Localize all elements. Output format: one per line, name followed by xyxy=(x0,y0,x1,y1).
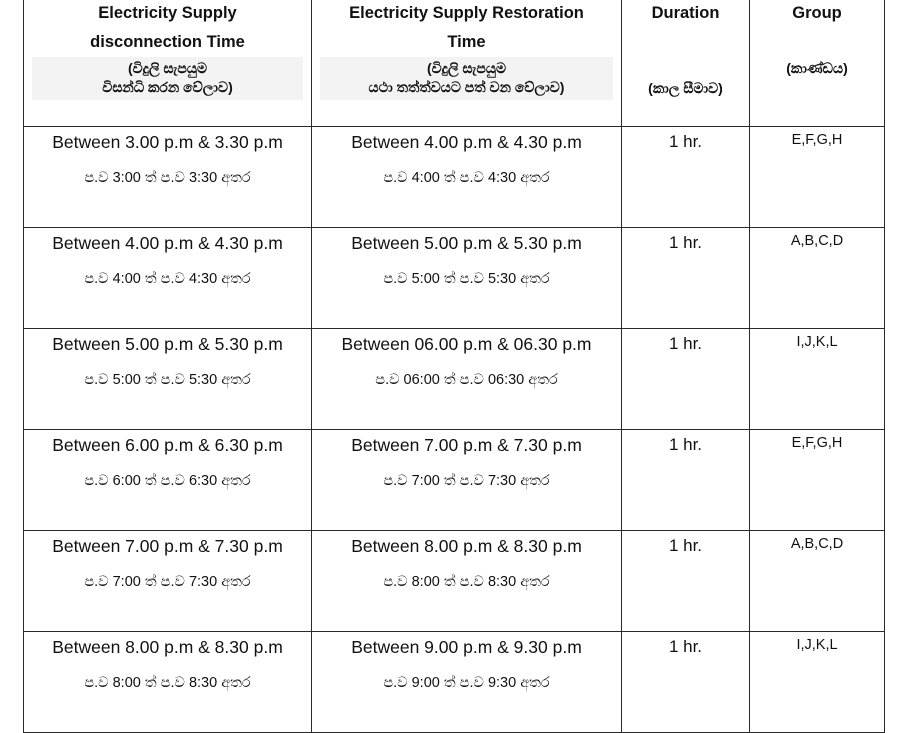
duration-value: 1 hr. xyxy=(668,536,703,555)
table-body xyxy=(24,127,885,733)
disconnection-time-si: ප.ව 5:00 ත් ප.ව 5:30 අතර xyxy=(84,372,251,388)
disconnection-time-en: Between 4.00 p.m & 4.30 p.m xyxy=(52,233,283,253)
duration-cell xyxy=(622,329,750,430)
header-disconnection-si-line1: (විදුලි සැපයුම xyxy=(127,60,208,76)
restoration-time-si: ප.ව 5:00 ත් ප.ව 5:30 අතර xyxy=(383,271,550,287)
group-value: E,F,G,H xyxy=(791,132,843,148)
disconnection-time-si: ප.ව 7:00 ත් ප.ව 7:30 අතර xyxy=(84,574,251,590)
group-cell xyxy=(750,632,885,733)
disconnection-time-si: ප.ව 8:00 ත් ප.ව 8:30 අතර xyxy=(84,675,251,691)
disconnection-time-si: ප.ව 4:00 ත් ප.ව 4:30 අතර xyxy=(84,271,251,287)
table-row xyxy=(24,228,885,329)
group-cell xyxy=(750,531,885,632)
disconnection-cell xyxy=(24,127,312,228)
restoration-time-en: Between 7.00 p.m & 7.30 p.m xyxy=(351,435,582,455)
header-disconnection-si xyxy=(32,57,303,100)
header-group-si: (කාණ්ඩය) xyxy=(786,60,848,76)
duration-cell xyxy=(622,531,750,632)
restoration-cell xyxy=(312,127,622,228)
header-duration-si: (කාල සීමාව) xyxy=(648,80,723,96)
header-restoration-si-line2: යථා තත්ත්වයට පත් වන වේලාව) xyxy=(368,79,565,95)
table-header xyxy=(24,0,885,127)
disconnection-cell xyxy=(24,430,312,531)
duration-cell xyxy=(622,632,750,733)
group-value: A,B,C,D xyxy=(790,233,844,249)
restoration-cell xyxy=(312,228,622,329)
header-restoration-en-line1: Electricity Supply Restoration xyxy=(349,4,584,22)
duration-value: 1 hr. xyxy=(668,435,703,454)
header-group xyxy=(750,0,885,127)
group-cell xyxy=(750,127,885,228)
group-cell xyxy=(750,228,885,329)
duration-cell xyxy=(622,228,750,329)
duration-value: 1 hr. xyxy=(668,637,703,656)
restoration-cell xyxy=(312,329,622,430)
restoration-time-si: ප.ව 7:00 ත් ප.ව 7:30 අතර xyxy=(383,473,550,489)
table-row xyxy=(24,430,885,531)
group-cell xyxy=(750,430,885,531)
group-value: I,J,K,L xyxy=(796,334,838,350)
header-disconnection-en-line2: disconnection Time xyxy=(90,33,245,51)
group-value: A,B,C,D xyxy=(790,536,844,552)
header-duration xyxy=(622,0,750,127)
duration-cell xyxy=(622,127,750,228)
restoration-time-en: Between 8.00 p.m & 8.30 p.m xyxy=(351,536,582,556)
restoration-time-si: ප.ව 8:00 ත් ප.ව 8:30 අතර xyxy=(383,574,550,590)
duration-cell xyxy=(622,430,750,531)
restoration-cell xyxy=(312,632,622,733)
header-restoration-en-line2: Time xyxy=(447,33,486,51)
group-value: E,F,G,H xyxy=(791,435,843,451)
disconnection-cell xyxy=(24,228,312,329)
disconnection-cell xyxy=(24,632,312,733)
restoration-time-en: Between 9.00 p.m & 9.30 p.m xyxy=(351,637,582,657)
restoration-cell xyxy=(312,531,622,632)
power-cut-schedule-table xyxy=(23,0,885,733)
group-value: I,J,K,L xyxy=(796,637,838,653)
disconnection-cell xyxy=(24,531,312,632)
group-cell xyxy=(750,329,885,430)
header-disconnection-time xyxy=(24,0,312,127)
disconnection-time-en: Between 6.00 p.m & 6.30 p.m xyxy=(52,435,283,455)
disconnection-time-en: Between 8.00 p.m & 8.30 p.m xyxy=(52,637,283,657)
restoration-time-en: Between 4.00 p.m & 4.30 p.m xyxy=(351,132,582,152)
restoration-time-en: Between 06.00 p.m & 06.30 p.m xyxy=(341,334,592,354)
header-group-en: Group xyxy=(792,4,842,22)
restoration-time-si: ප.ව 4:00 ත් ප.ව 4:30 අතර xyxy=(383,170,550,186)
table-row xyxy=(24,531,885,632)
disconnection-time-en: Between 7.00 p.m & 7.30 p.m xyxy=(52,536,283,556)
duration-value: 1 hr. xyxy=(668,233,703,252)
restoration-time-en: Between 5.00 p.m & 5.30 p.m xyxy=(351,233,582,253)
table-row xyxy=(24,632,885,733)
duration-value: 1 hr. xyxy=(668,132,703,151)
disconnection-time-en: Between 5.00 p.m & 5.30 p.m xyxy=(52,334,283,354)
header-restoration-time xyxy=(312,0,622,127)
disconnection-time-si: ප.ව 3:00 ත් ප.ව 3:30 අතර xyxy=(84,170,251,186)
header-disconnection-en-line1: Electricity Supply xyxy=(98,4,237,22)
disconnection-time-si: ප.ව 6:00 ත් ප.ව 6:30 අතර xyxy=(84,473,251,489)
disconnection-cell xyxy=(24,329,312,430)
restoration-time-si: ප.ව 06:00 ත් ප.ව 06:30 අතර xyxy=(375,372,558,388)
header-duration-en: Duration xyxy=(651,4,720,22)
disconnection-time-en: Between 3.00 p.m & 3.30 p.m xyxy=(52,132,283,152)
schedule-sheet xyxy=(23,0,884,733)
header-row xyxy=(24,0,885,127)
header-restoration-si xyxy=(320,57,613,100)
header-disconnection-si-line2: විසන්ධි කරන වේලාව) xyxy=(102,79,233,95)
header-restoration-si-line1: (විදුලි සැපයුම xyxy=(426,60,507,76)
duration-value: 1 hr. xyxy=(668,334,703,353)
table-row xyxy=(24,127,885,228)
table-row xyxy=(24,329,885,430)
restoration-time-si: ප.ව 9:00 ත් ප.ව 9:30 අතර xyxy=(383,675,550,691)
restoration-cell xyxy=(312,430,622,531)
